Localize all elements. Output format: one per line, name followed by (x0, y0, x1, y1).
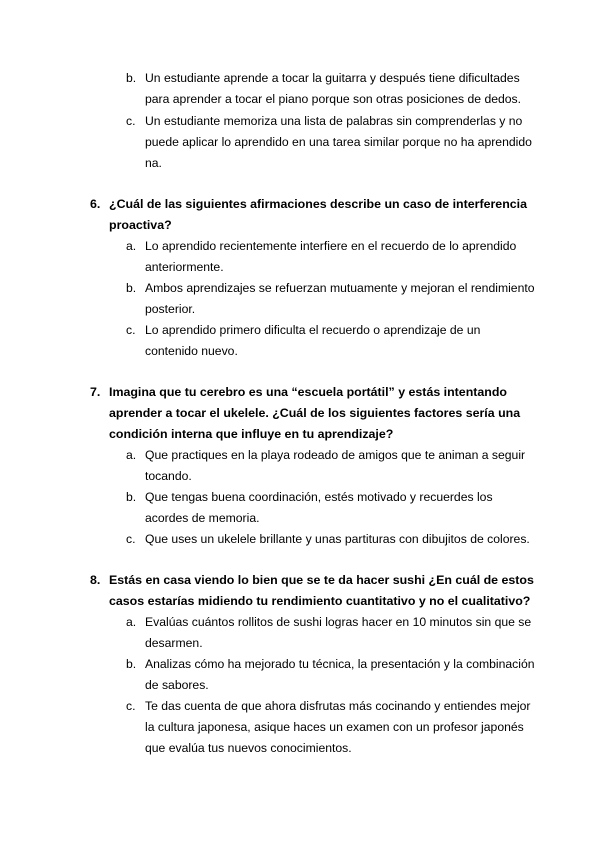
option-letter: b. (126, 490, 137, 504)
q7-option-a (126, 445, 536, 487)
question-number: 8. (90, 573, 101, 587)
option-letter: c. (126, 532, 136, 546)
option-letter: b. (126, 71, 137, 85)
option-letter: b. (126, 657, 137, 671)
question-8 (90, 570, 540, 612)
option-letter: b. (126, 281, 137, 295)
option-text: Evalúas cuántos rollitos de sushi logras hacer en 10 minutos sin que se desarmen. (145, 615, 532, 650)
option-letter: a. (126, 448, 137, 462)
option-text: Un estudiante memoriza una lista de palabras sin comprenderlas y no puede aplicar lo aprendido en una tarea similar porque no ha aprendido na. (145, 114, 532, 170)
q7-option-c (126, 529, 536, 550)
option-text: Lo aprendido recientemente interfiere en el recuerdo de lo aprendido anteriormente. (145, 239, 517, 274)
question-text: Imagina que tu cerebro es una “escuela portátil” y estás intentando aprender a tocar el ukelele. ¿Cuál de los siguientes factores sería una condición interna que influye en tu aprendizaje? (109, 385, 521, 441)
option-c-prev (126, 111, 536, 174)
option-text: Analizas cómo ha mejorado tu técnica, la presentación y la combinación de sabores. (145, 657, 535, 692)
question-number: 7. (90, 385, 101, 399)
q6-option-a (126, 236, 536, 278)
option-text: Te das cuenta de que ahora disfrutas más cocinando y entiendes mejor la cultura japonesa, asique haces un examen con un profesor japonés que evalúa tus nuevos conocimientos. (145, 699, 531, 755)
q7-option-b (126, 487, 536, 529)
option-b-prev (126, 68, 536, 110)
option-letter: c. (126, 323, 136, 337)
option-text: Lo aprendido primero dificulta el recuerdo o aprendizaje de un contenido nuevo. (145, 323, 481, 358)
option-text: Que practiques en la playa rodeado de amigos que te animan a seguir tocando. (145, 448, 526, 483)
option-letter: c. (126, 699, 136, 713)
question-6 (90, 194, 540, 236)
q6-option-b (126, 278, 536, 320)
option-text: Que uses un ukelele brillante y unas partituras con dibujitos de colores. (145, 532, 530, 546)
question-text: Estás en casa viendo lo bien que se te da hacer sushi ¿En cuál de estos casos estarías midiendo tu rendimiento cuantitativo y no el cualitativo? (109, 573, 534, 608)
question-number: 6. (90, 197, 101, 211)
q8-option-b (126, 654, 536, 696)
option-letter: c. (126, 114, 136, 128)
option-text: Que tengas buena coordinación, estés motivado y recuerdes los acordes de memoria. (145, 490, 493, 525)
q8-option-a (126, 612, 536, 654)
option-text: Un estudiante aprende a tocar la guitarra y después tiene dificultades para aprender a tocar el piano porque son otras posiciones de dedos. (145, 71, 522, 106)
option-text: Ambos aprendizajes se refuerzan mutuamente y mejoran el rendimiento posterior. (145, 281, 535, 316)
q6-option-c (126, 320, 536, 362)
option-letter: a. (126, 615, 137, 629)
option-letter: a. (126, 239, 137, 253)
q8-option-c (126, 696, 536, 759)
question-7 (90, 382, 540, 445)
question-text: ¿Cuál de las siguientes afirmaciones describe un caso de interferencia proactiva? (109, 197, 527, 232)
